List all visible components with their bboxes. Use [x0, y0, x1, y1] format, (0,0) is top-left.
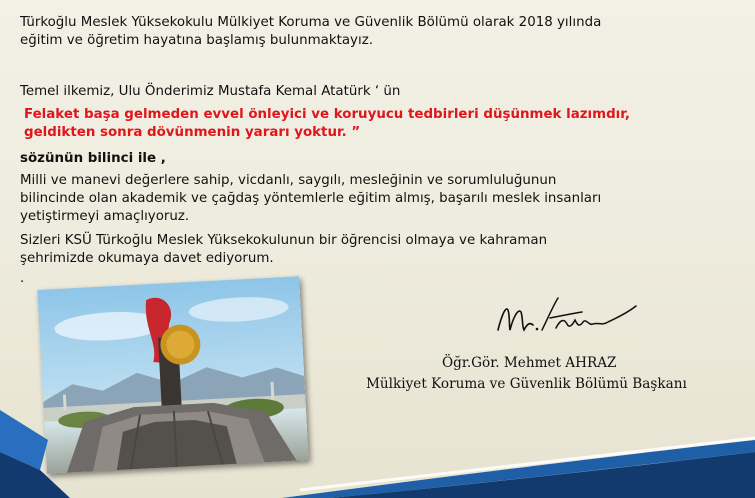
intro-line-1: Türkoğlu Meslek Yüksekokulu Mülkiyet Koruma ve Güvenlik Bölümü olarak 2018 yılında	[20, 15, 602, 30]
quote-line-1: Felaket başa gelmeden evvel önleyici ve koruyucu tedbirleri düşünmek lazımdır,	[24, 107, 630, 122]
trailing-dot: .	[20, 271, 25, 286]
mission-line-2: bilincinde olan akademik ve çağdaş yöntemlerle eğitim almış, başarılı meslek insanları	[20, 191, 602, 206]
signature-title: Mülkiyet Koruma ve Güvenlik Bölümü Başkanı	[366, 376, 687, 392]
mission-line-3: yetiştirmeyi amaçlıyoruz.	[20, 209, 190, 224]
invitation-line-2: şehrimizde okumaya davet ediyorum.	[20, 251, 274, 266]
invitation-line-1: Sizleri KSÜ Türkoğlu Meslek Yüksekokulunun bir öğrencisi olmaya ve kahraman	[20, 233, 548, 248]
signature-name: Öğr.Gör. Mehmet AHRAZ	[442, 355, 617, 371]
intro-line-2: eğitim ve öğretim hayatına başlamış bulunmaktayız.	[20, 33, 373, 48]
quote-followup: sözünün bilinci ile ,	[20, 151, 166, 166]
principle-intro: Temel ilkemiz, Ulu Önderimiz Mustafa Kemal Atatürk ‘ ün	[20, 84, 401, 99]
mission-line-1: Milli ve manevi değerlere sahip, vicdanlı, saygılı, mesleğinin ve sorumluluğunun	[20, 173, 557, 188]
quote-line-2: geldikten sonra dövünmenin yararı yoktur. ”	[24, 125, 361, 140]
